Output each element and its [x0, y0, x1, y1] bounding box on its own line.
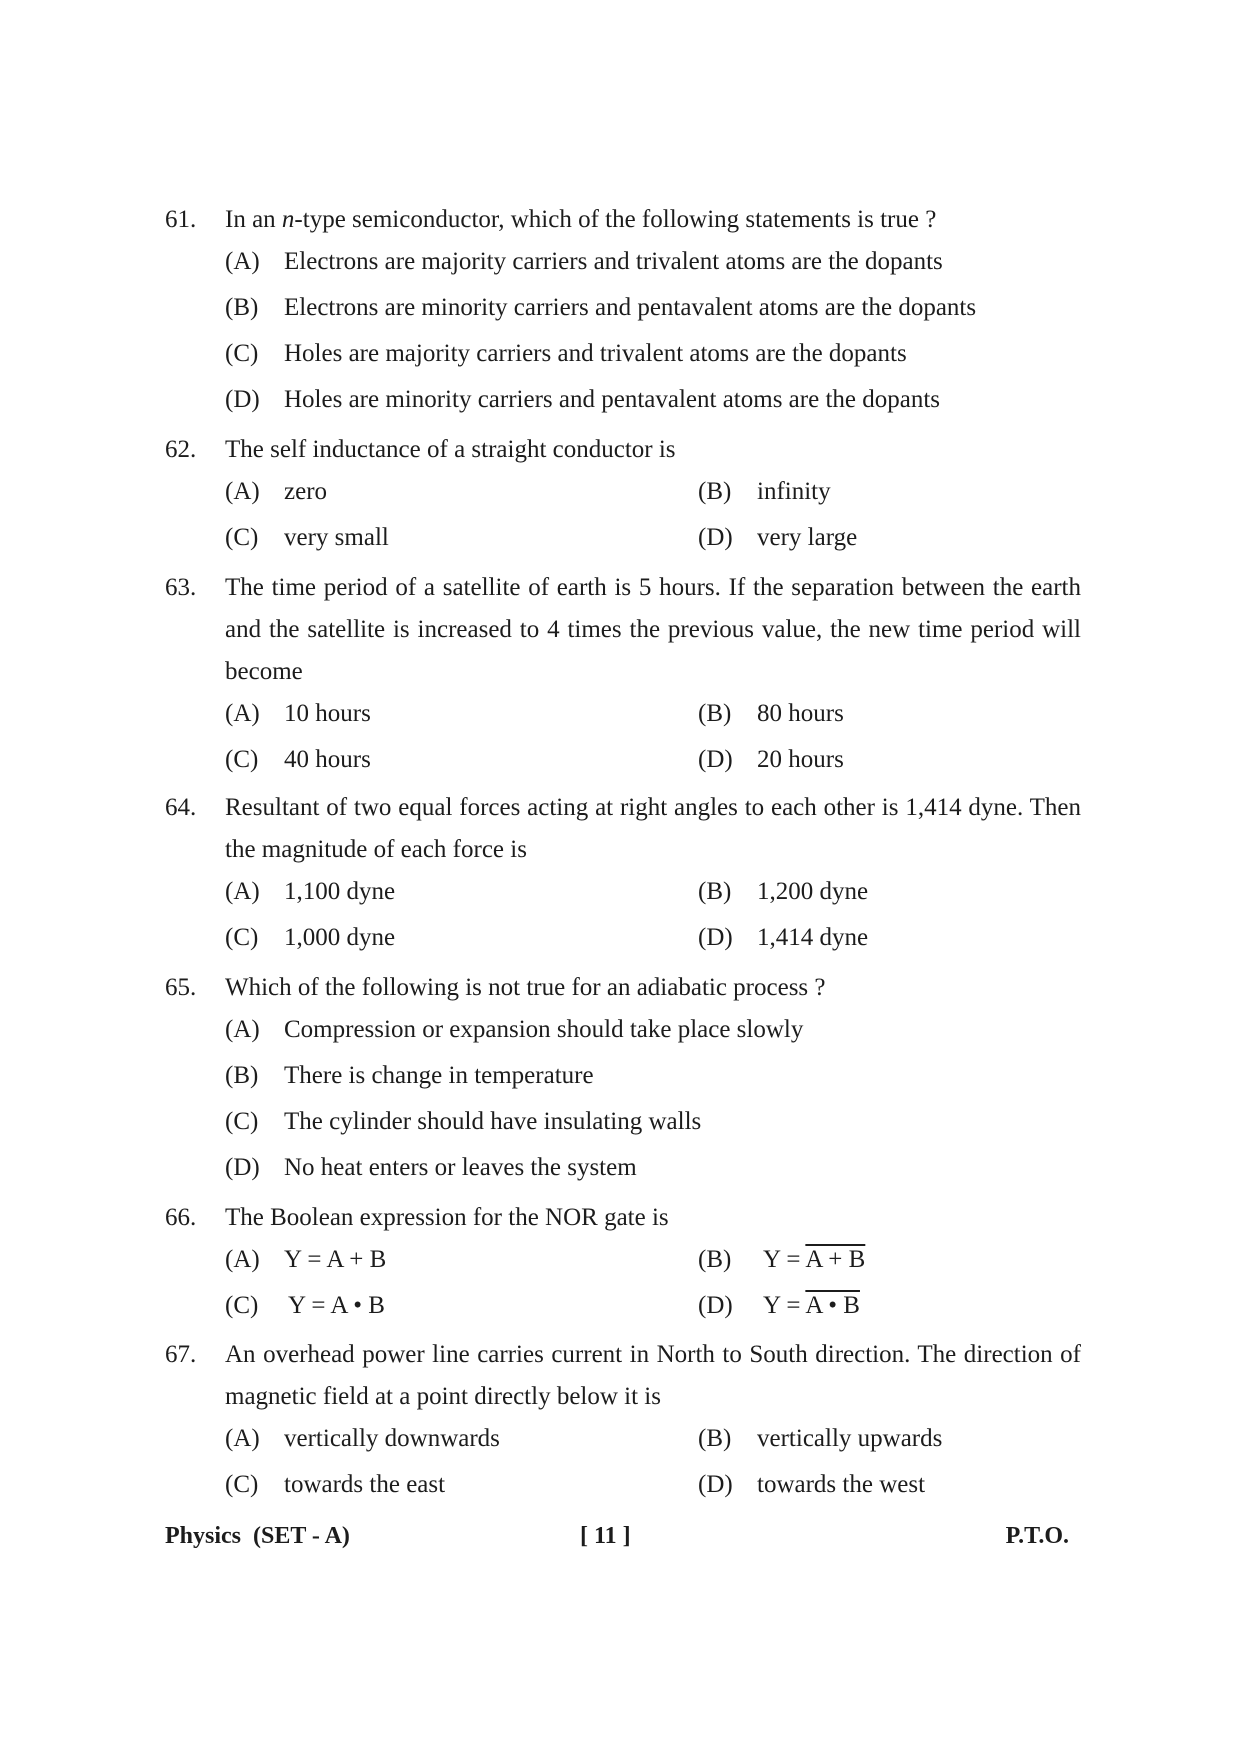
question-stem: The time period of a satellite of earth is 5 hours. If the separation between the earth and the satellite is increased to 4 times the previous value, the new time period will become: [225, 574, 1081, 685]
option-text: 1,414 dyne: [757, 924, 869, 951]
option-c: [225, 517, 389, 559]
option-letter: (A): [225, 878, 260, 905]
option-text: Compression or expansion should take place slowly: [284, 1016, 804, 1043]
option-c: [225, 739, 371, 781]
option-letter: (D): [698, 1292, 733, 1319]
option-text: vertically upwards: [757, 1425, 943, 1452]
option-letter: (A): [225, 1016, 260, 1043]
option-text: very small: [284, 524, 389, 551]
option-text: zero: [284, 478, 328, 505]
page-footer: [165, 1523, 1069, 1563]
question-61: [165, 199, 1081, 425]
option-text: 10 hours: [284, 700, 371, 727]
question-stem: The Boolean expression for the NOR gate is: [225, 1204, 669, 1231]
question-65: [165, 967, 1081, 1193]
option-c: [225, 917, 395, 959]
option-letter: (B): [225, 294, 259, 321]
option-text: Holes are minority carriers and pentavalent atoms are the dopants: [284, 386, 941, 413]
option-text: 1,100 dyne: [284, 878, 396, 905]
expr-lhs: Y =: [284, 1246, 327, 1273]
options: [225, 693, 1081, 785]
question-number: 64.: [165, 794, 197, 821]
option-b: [225, 287, 976, 329]
footer-page-number: [ 11 ]: [580, 1523, 631, 1549]
question-67: [165, 1334, 1081, 1510]
option-text: The cylinder should have insulating walls: [284, 1108, 702, 1135]
option-letter: (B): [698, 700, 732, 727]
question-62: [165, 429, 1081, 563]
question-stem: An overhead power line carries current in North to South direction. The direction of magnetic field at a point directly below it is: [225, 1341, 1081, 1410]
option-c: [225, 1101, 701, 1143]
option-a: [225, 693, 371, 735]
question-number: 66.: [165, 1204, 197, 1231]
option-text: 80 hours: [757, 700, 844, 727]
question-64: [165, 787, 1081, 963]
expr-lhs: Y =: [763, 1246, 806, 1273]
option-letter: (D): [698, 524, 733, 551]
option-d: [225, 1147, 637, 1189]
question-number: 62.: [165, 436, 197, 463]
option-letter: (B): [698, 478, 732, 505]
option-text: There is change in temperature: [284, 1062, 594, 1089]
option-b: [698, 471, 831, 513]
option-text: 1,000 dyne: [284, 924, 396, 951]
option-letter: (C): [225, 340, 259, 367]
option-letter: (A): [225, 478, 260, 505]
option-letter: (C): [225, 924, 259, 951]
question-stem: [225, 199, 1081, 241]
question-number: 65.: [165, 974, 197, 1001]
option-c: [225, 333, 907, 375]
option-letter: (C): [225, 1292, 259, 1319]
option-text: very large: [757, 524, 858, 551]
option-letter: (B): [698, 1425, 732, 1452]
option-text: towards the west: [757, 1471, 926, 1498]
option-letter: (D): [225, 386, 260, 413]
option-text: Holes are majority carriers and trivalent atoms are the dopants: [284, 340, 907, 367]
option-b: [225, 1055, 594, 1097]
options: [225, 241, 1081, 425]
question-stem: Resultant of two equal forces acting at right angles to each other is 1,414 dyne. Then the magnitude of each force is: [225, 794, 1081, 863]
option-letter: (B): [698, 878, 732, 905]
option-c: [225, 1464, 445, 1506]
option-letter: (D): [698, 924, 733, 951]
option-c: [225, 1285, 385, 1327]
option-a: [225, 1418, 500, 1460]
options: [225, 1239, 1081, 1331]
option-text: towards the east: [284, 1471, 446, 1498]
question-number: 61.: [165, 206, 197, 233]
expr-lhs: Y =: [763, 1292, 806, 1319]
option-letter: (B): [225, 1062, 259, 1089]
option-d: [698, 1464, 925, 1506]
stem-prefix: In an: [225, 206, 282, 233]
option-text: 1,200 dyne: [757, 878, 869, 905]
option-b: [698, 1418, 942, 1460]
options: [225, 1418, 1081, 1510]
option-text: No heat enters or leaves the system: [284, 1154, 637, 1181]
expr-rhs: A + B: [326, 1246, 387, 1273]
question-stem: Which of the following is not true for an adiabatic process ?: [225, 974, 826, 1001]
option-letter: (A): [225, 1246, 260, 1273]
stem-italic-n: n: [281, 206, 295, 233]
question-number: 63.: [165, 574, 197, 601]
expr-rhs: A • B: [330, 1292, 385, 1319]
option-text: Electrons are majority carriers and trivalent atoms are the dopants: [284, 248, 943, 275]
option-d: [698, 739, 844, 781]
option-letter: (D): [698, 746, 733, 773]
option-d: [698, 517, 857, 559]
option-letter: (D): [225, 1154, 260, 1181]
option-text: Electrons are minority carriers and pentavalent atoms are the dopants: [284, 294, 977, 321]
option-text: 20 hours: [757, 746, 844, 773]
option-letter: (A): [225, 1425, 260, 1452]
question-stem: The self inductance of a straight conductor is: [225, 436, 676, 463]
stem-suffix: -type semiconductor, which of the following statements is true ?: [294, 206, 937, 233]
option-letter: (D): [698, 1471, 733, 1498]
expr-lhs: Y =: [288, 1292, 331, 1319]
option-b: [698, 693, 844, 735]
option-a: [225, 1009, 803, 1051]
question-63: [165, 567, 1081, 785]
expr-rhs-overline: A + B: [805, 1246, 866, 1273]
option-letter: (C): [225, 524, 259, 551]
option-text: infinity: [757, 478, 831, 505]
option-text: 40 hours: [284, 746, 371, 773]
option-letter: (C): [225, 1108, 259, 1135]
option-text: vertically downwards: [284, 1425, 500, 1452]
footer-pto: P.T.O.: [1005, 1523, 1069, 1549]
option-d: [698, 917, 868, 959]
options: [225, 871, 1081, 963]
option-letter: (C): [225, 1471, 259, 1498]
option-letter: (A): [225, 248, 260, 275]
option-b: [698, 1239, 865, 1281]
option-a: [225, 871, 395, 913]
question-66: [165, 1197, 1081, 1331]
question-number: 67.: [165, 1341, 197, 1368]
option-a: [225, 471, 327, 513]
option-letter: (A): [225, 700, 260, 727]
footer-subject: Physics (SET - A): [165, 1523, 350, 1549]
option-a: [225, 1239, 386, 1281]
expr-rhs-overline: A • B: [805, 1292, 860, 1319]
option-letter: (C): [225, 746, 259, 773]
option-b: [698, 871, 868, 913]
option-d: [698, 1285, 860, 1327]
options: [225, 1009, 1081, 1193]
option-a: [225, 241, 943, 283]
options: [225, 471, 1081, 563]
option-d: [225, 379, 940, 421]
option-letter: (B): [698, 1246, 732, 1273]
